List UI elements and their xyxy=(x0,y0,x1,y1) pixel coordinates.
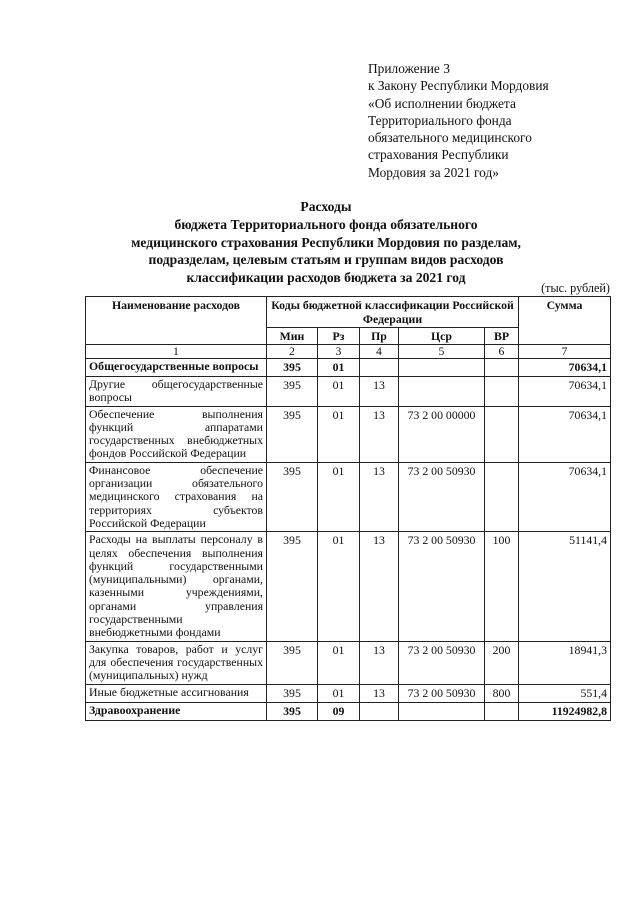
row-sum: 551,4 xyxy=(519,684,611,702)
row-pr: 13 xyxy=(360,684,399,702)
appendix-line: к Закону Республики Мордовия xyxy=(368,78,549,94)
row-pr: 13 xyxy=(360,532,399,641)
row-name: Закупка товаров, работ и услуг для обеспечения государственных (муниципальных) нужд xyxy=(86,641,267,684)
row-rz: 01 xyxy=(318,641,360,684)
header-row xyxy=(86,297,611,328)
appendix-line: Приложение 3 xyxy=(368,61,450,76)
appendix-line: Территориального фонда xyxy=(368,112,512,128)
row-rz: 01 xyxy=(318,532,360,641)
row-csr xyxy=(399,359,485,377)
row-csr: 73 2 00 50930 xyxy=(399,684,485,702)
row-pr: 13 xyxy=(360,406,399,462)
table-row xyxy=(86,462,611,531)
col-number: 3 xyxy=(318,345,360,359)
header-csr: Цср xyxy=(399,328,485,345)
row-name: Расходы на выплаты персоналу в целях обеспечения выполнения функций государственными (муниципальными) органами, казенными учреждениями, органами управления государственными внебюджетными фондами xyxy=(86,532,267,641)
appendix-line: Мордовия за 2021 год» xyxy=(368,164,499,180)
title-line: подразделам, целевым статьям и группам видов расходов xyxy=(148,252,504,268)
row-min: 395 xyxy=(267,462,318,531)
row-sum: 70634,1 xyxy=(519,462,611,531)
row-min: 395 xyxy=(267,684,318,702)
row-sum: 18941,3 xyxy=(519,641,611,684)
row-vr: 200 xyxy=(485,641,519,684)
row-sum: 51141,4 xyxy=(519,532,611,641)
header-sum: Сумма xyxy=(519,297,611,345)
table-row xyxy=(86,702,611,720)
row-vr xyxy=(485,462,519,531)
table-row xyxy=(86,406,611,462)
appendix-block xyxy=(368,60,628,181)
header-rz: Рз xyxy=(318,328,360,345)
document-title xyxy=(60,198,592,287)
row-name: Другие общегосударственные вопросы xyxy=(86,377,267,407)
row-sum: 70634,1 xyxy=(519,377,611,407)
row-pr xyxy=(360,702,399,720)
header-vr: ВР xyxy=(485,328,519,345)
table-row xyxy=(86,532,611,641)
row-csr: 73 2 00 50930 xyxy=(399,641,485,684)
col-number: 2 xyxy=(267,345,318,359)
row-rz: 09 xyxy=(318,702,360,720)
row-pr: 13 xyxy=(360,641,399,684)
row-min: 395 xyxy=(267,702,318,720)
col-number: 4 xyxy=(360,345,399,359)
header-codes: Коды бюджетной классификации Российской Федерации xyxy=(267,297,519,328)
row-rz: 01 xyxy=(318,462,360,531)
row-rz: 01 xyxy=(318,684,360,702)
col-number: 1 xyxy=(86,345,267,359)
table-row xyxy=(86,377,611,407)
title-line: медицинского страхования Республики Мордовия по разделам, xyxy=(131,234,521,250)
row-sum: 11924982,8 xyxy=(519,702,611,720)
row-csr: 73 2 00 50930 xyxy=(399,532,485,641)
title-line: Расходы xyxy=(300,199,352,214)
title-line: бюджета Территориального фонда обязательного xyxy=(174,216,478,232)
row-min: 395 xyxy=(267,359,318,377)
row-pr xyxy=(360,359,399,377)
row-name: Финансовое обеспечение организации обязательного медицинского страхования на территориях субъектов Российской Федерации xyxy=(86,462,267,531)
column-number-row xyxy=(86,345,611,359)
header-min: Мин xyxy=(267,328,318,345)
row-vr xyxy=(485,359,519,377)
row-vr xyxy=(485,702,519,720)
row-min: 395 xyxy=(267,532,318,641)
appendix-line: страхования Республики xyxy=(368,147,509,163)
row-csr xyxy=(399,702,485,720)
row-csr: 73 2 00 00000 xyxy=(399,406,485,462)
col-number: 5 xyxy=(399,345,485,359)
table-row xyxy=(86,641,611,684)
row-sum: 70634,1 xyxy=(519,359,611,377)
row-rz: 01 xyxy=(318,377,360,407)
row-vr: 100 xyxy=(485,532,519,641)
row-csr xyxy=(399,377,485,407)
row-csr: 73 2 00 50930 xyxy=(399,462,485,531)
header-name: Наименование расходов xyxy=(86,297,267,345)
col-number: 7 xyxy=(519,345,611,359)
row-rz: 01 xyxy=(318,359,360,377)
appendix-line: «Об исполнении бюджета xyxy=(368,95,516,111)
row-sum: 70634,1 xyxy=(519,406,611,462)
row-min: 395 xyxy=(267,377,318,407)
row-name: Обеспечение выполнения функций аппаратами государственных внебюджетных фондов Российской Федерации xyxy=(86,406,267,462)
row-pr: 13 xyxy=(360,462,399,531)
row-vr xyxy=(485,406,519,462)
row-min: 395 xyxy=(267,641,318,684)
row-name: Общегосударственные вопросы xyxy=(86,359,267,377)
row-rz: 01 xyxy=(318,406,360,462)
row-vr: 800 xyxy=(485,684,519,702)
col-number: 6 xyxy=(485,345,519,359)
row-name: Иные бюджетные ассигнования xyxy=(86,684,267,702)
header-pr: Пр xyxy=(360,328,399,345)
appendix-line: обязательного медицинского xyxy=(368,130,532,146)
table-row xyxy=(86,359,611,377)
row-min: 395 xyxy=(267,406,318,462)
table-row xyxy=(86,684,611,702)
expenditure-table xyxy=(85,296,611,721)
row-vr xyxy=(485,377,519,407)
row-name: Здравоохранение xyxy=(86,702,267,720)
units-label: (тыс. рублей) xyxy=(541,281,610,295)
title-line: классификации расходов бюджета за 2021 год xyxy=(186,270,466,286)
row-pr: 13 xyxy=(360,377,399,407)
